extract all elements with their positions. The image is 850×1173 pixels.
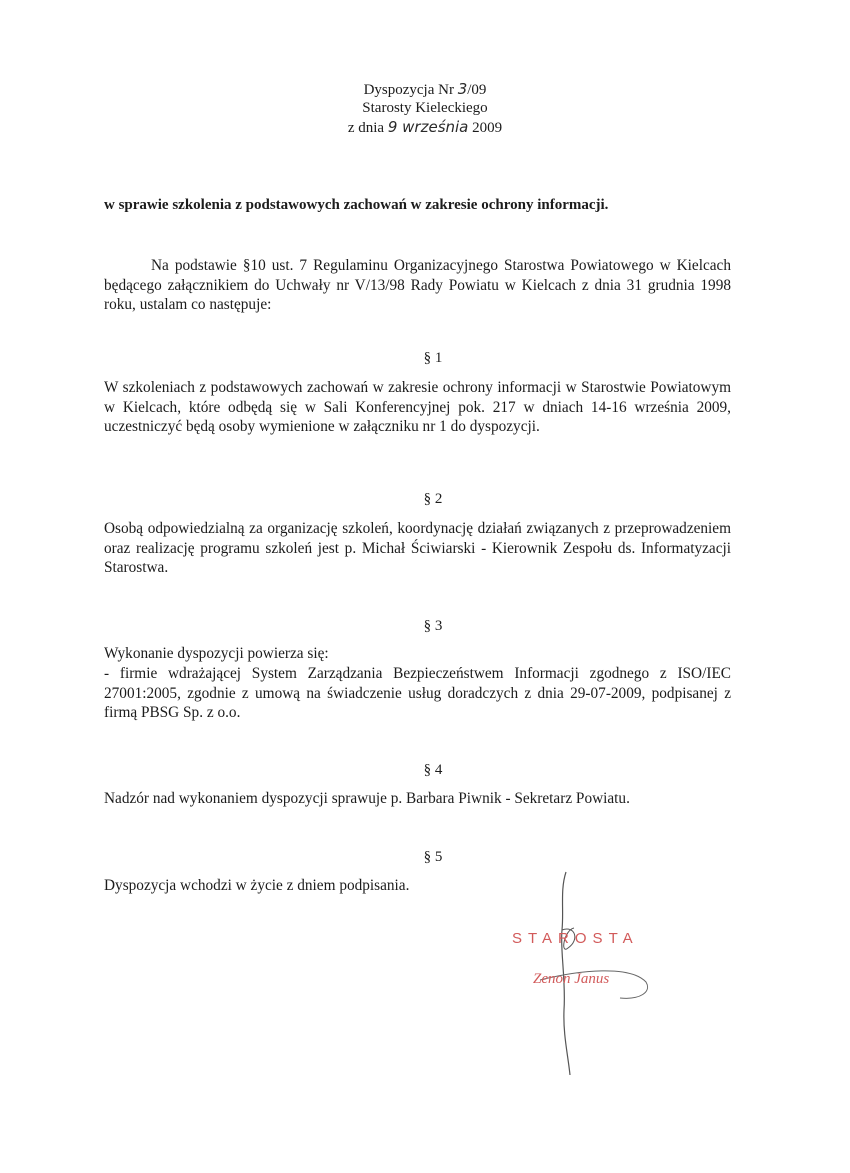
section-1-text: W szkoleniach z podstawowych zachowań w zakresie ochrony informacji w Starostwie Powiatowym w Kielcach, które odbędą się w Sali Konferencyjnej pok. 217 w dniach 14-16 września 2009, uczestniczyć będą osoby wymienione w załączniku nr 1 do dyspozycji. <box>104 379 731 435</box>
issuer-line: Starosty Kieleckiego <box>362 100 488 116</box>
document-subject: w sprawie szkolenia z podstawowych zachowań w zakresie ochrony informacji. <box>104 197 609 213</box>
section-3-intro: Wykonanie dyspozycji powierza się: <box>104 645 329 662</box>
section-5-text: Dyspozycja wchodzi w życie z dniem podpisania. <box>104 877 410 894</box>
section-5-heading: § 5 <box>423 849 443 865</box>
section-3-heading: § 3 <box>423 618 443 634</box>
section-4-heading: § 4 <box>423 762 443 778</box>
section-1-heading: § 1 <box>423 350 443 366</box>
stamp-title: STAROSTA <box>512 930 639 947</box>
date-line: z dnia 9 września 2009 <box>347 118 503 136</box>
stamp-name: Zenon Janus <box>533 971 610 987</box>
handwritten-number: 3 <box>457 80 468 98</box>
section-3-text: - firmie wdrażającej System Zarządzania Bezpieczeństwem Informacji zgodnego z ISO/IEC 27001:2005, zgodnie z umową na świadczenie usług doradczych z dnia 29-07-2009, podpisanej z firmą PBSG Sp. z o.o. <box>104 665 731 721</box>
section-2-text: Osobą odpowiedzialną za organizację szkoleń, koordynację działań związanych z przeprowadzeniem oraz realizację programu szkoleń jest p. Michał Ściwiarski - Kierownik Zespołu ds. Informatyzacji Starostwa. <box>104 520 731 576</box>
section-4-text: Nadzór nad wykonaniem dyspozycji sprawuje p. Barbara Piwnik - Sekretarz Powiatu. <box>104 790 630 807</box>
disposition-number: Dyspozycja Nr 3/09 <box>363 80 487 98</box>
section-2-heading: § 2 <box>423 491 443 507</box>
intro-paragraph: Na podstawie §10 ust. 7 Regulaminu Organizacyjnego Starostwa Powiatowego w Kielcach będącego załącznikiem do Uchwały nr V/13/98 Rady Powiatu w Kielcach z dnia 31 grudnia 1998 roku, ustalam co następuje: <box>104 257 731 313</box>
handwritten-date: 9 września <box>387 118 469 136</box>
